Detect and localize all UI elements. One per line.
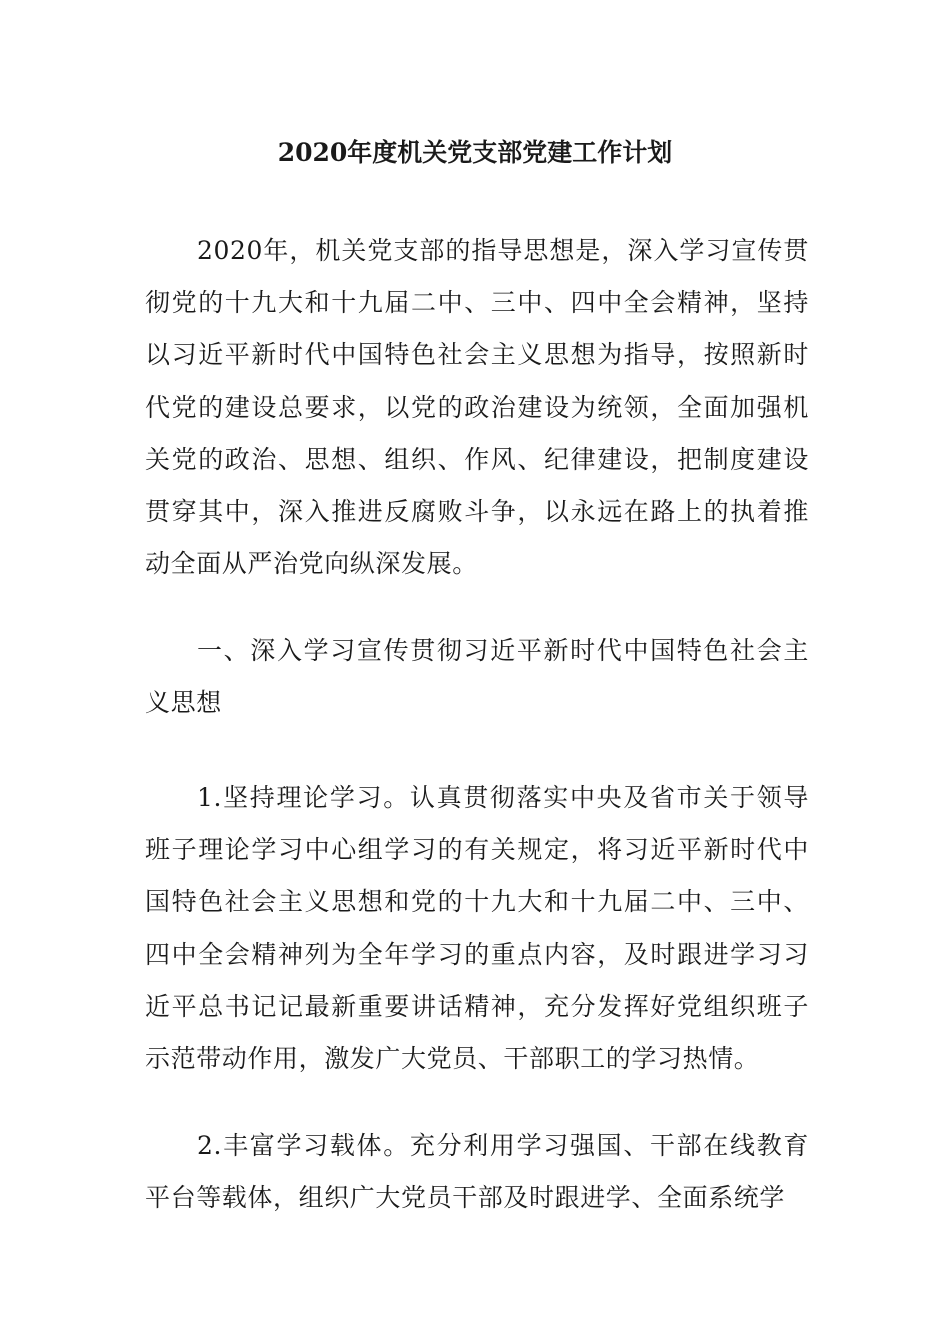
paragraph-theory-study: 1.坚持理论学习。认真贯彻落实中央及省市关于领导班子理论学习中心组学习的有关规定，将习近平新时代中国特色社会主义思想和党的十九大和十九届二中、三中、四中全会精神列为全年学习的重点内容，及时跟进学习习近平总书记记最新重要讲话精神，充分发挥好党组织班子示范带动作用，激发广大党员、干部职工的学习热情。 (145, 783, 809, 1074)
document-title: 2020年度机关党支部党建工作计划 (277, 138, 673, 167)
paragraph-study-carriers: 2.丰富学习载体。充分利用学习强国、干部在线教育平台等载体，组织广大党员干部及时跟进学、全面系统学 (145, 1131, 809, 1213)
section-heading-1: 一、深入学习宣传贯彻习近平新时代中国特色社会主义思想 (145, 636, 809, 718)
paragraph-guiding-ideology: 2020年，机关党支部的指导思想是，深入学习宣传贯彻党的十九大和十九届二中、三中、四中全会精神，坚持以习近平新时代中国特色社会主义思想为指导，按照新时代党的建设总要求，以党的政治建设为统领，全面加强机关党的政治、思想、组织、作风、纪律建设，把制度建设贯穿其中，深入推进反腐败斗争，以永远在路上的执着推动全面从严治党向纵深发展。 (145, 236, 809, 579)
